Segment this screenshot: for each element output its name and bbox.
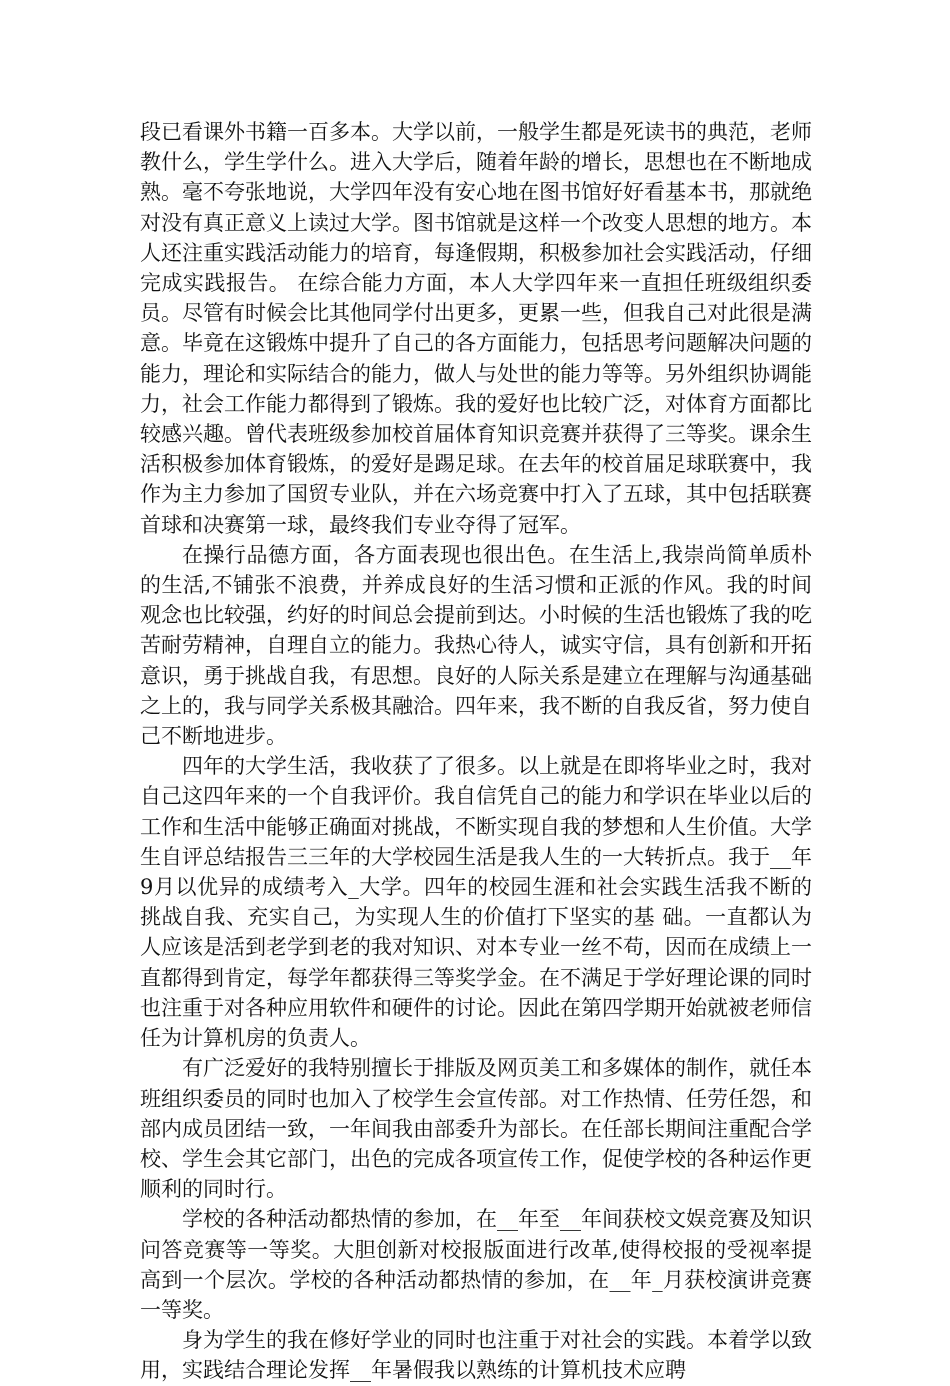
paragraph: 段已看课外书籍一百多本。大学以前，一般学生都是死读书的典范，老师教什么，学生学什么。进入大学后，随着年龄的增长，思想也在不断地成熟。毫不夸张地说，大学四年没有安心地在图书馆好好看基本书，那就绝对没有真正意义上读过大学。图书馆就是这样一个改变人思想的地方。本人还注重实践活动能力的培育，每逢假期，积极参加社会实践活动，仔细完成实践报告。 在综合能力方面，本人大学四年来一直担任班级组织委员。尽管有时候会比其他同学付出更多，更累一些，但我自己对此很是满意。毕竟在这锻炼中提升了自己的各方面能力，包括思考问题解决问题的能力，理论和实际结合的能力，做人与处世的能力等等。另外组织协调能力，社会工作能力都得到了锻炼。我的爱好也比较广泛，对体育方面都比较感兴趣。曾代表班级参加校首届体育知识竞赛并获得了三等奖。课余生活积极参加体育锻炼，的爱好是踢足球。在去年的校首届足球联赛中，我作为主力参加了国贸专业队，并在六场竞赛中打入了五球，其中包括联赛首球和决赛第一球，最终我们专业夺得了冠军。 xyxy=(140,120,812,537)
document-body xyxy=(140,117,812,1386)
paragraph: 有广泛爱好的我特别擅长于排版及网页美工和多媒体的制作，就任本班组织委员的同时也加入了校学生会宣传部。对工作热情、任劳任怨，和部内成员团结一致，一年间我由部委升为部长。在任部长期间注重配合学校、学生会其它部门，出色的完成各项宣传工作，促使学校的各种运作更顺利的同时行。 xyxy=(140,1056,812,1202)
paragraph: 四年的大学生活，我收获了了很多。以上就是在即将毕业之时，我对自己这四年来的一个自我评价。我自信凭自己的能力和学识在毕业以后的工作和生活中能够正确面对挑战，不断实现自我的梦想和人生价值。大学生自评总结报告三三年的大学校园生活是我人生的一大转折点。我于__年9月以优异的成绩考入_大学。四年的校园生涯和社会实践生活我不断的挑战自我、充实自己，为实现人生的价值打下坚实的基 础。一直都认为人应该是活到老学到老的我对知识、对本专业一丝不苟，因而在成绩上一直都得到肯定，每学年都获得三等奖学金。在不满足于学好理论课的同时也注重于对各种应用软件和硬件的讨论。因此在第四学期开始就被老师信任为计算机房的负责人。 xyxy=(140,754,812,1051)
paragraph: 学校的各种活动都热情的参加，在__年至__年间获校文娱竞赛及知识问答竞赛等一等奖。大胆创新对校报版面进行改革,使得校报的受视率提高到一个层次。学校的各种活动都热情的参加，在__年_月获校演讲竞赛一等奖。 xyxy=(140,1207,812,1322)
paragraph: 在操行品德方面，各方面表现也很出色。在生活上,我崇尚简单质朴的生活,不铺张不浪费，并养成良好的生活习惯和正派的作风。我的时间观念也比较强，约好的时间总会提前到达。小时候的生活也锻炼了我的吃苦耐劳精神，自理自立的能力。我热心待人，诚实守信，具有创新和开拓意识，勇于挑战自我，有思想。良好的人际关系是建立在理解与沟通基础之上的，我与同学关系极其融洽。四年来，我不断的自我反省，努力使自己不断地进步。 xyxy=(140,542,812,749)
paragraph: 身为学生的我在修好学业的同时也注重于对社会的实践。本着学以致用，实践结合理论发挥__年暑假我以熟练的计算机技术应聘 xyxy=(140,1328,812,1383)
